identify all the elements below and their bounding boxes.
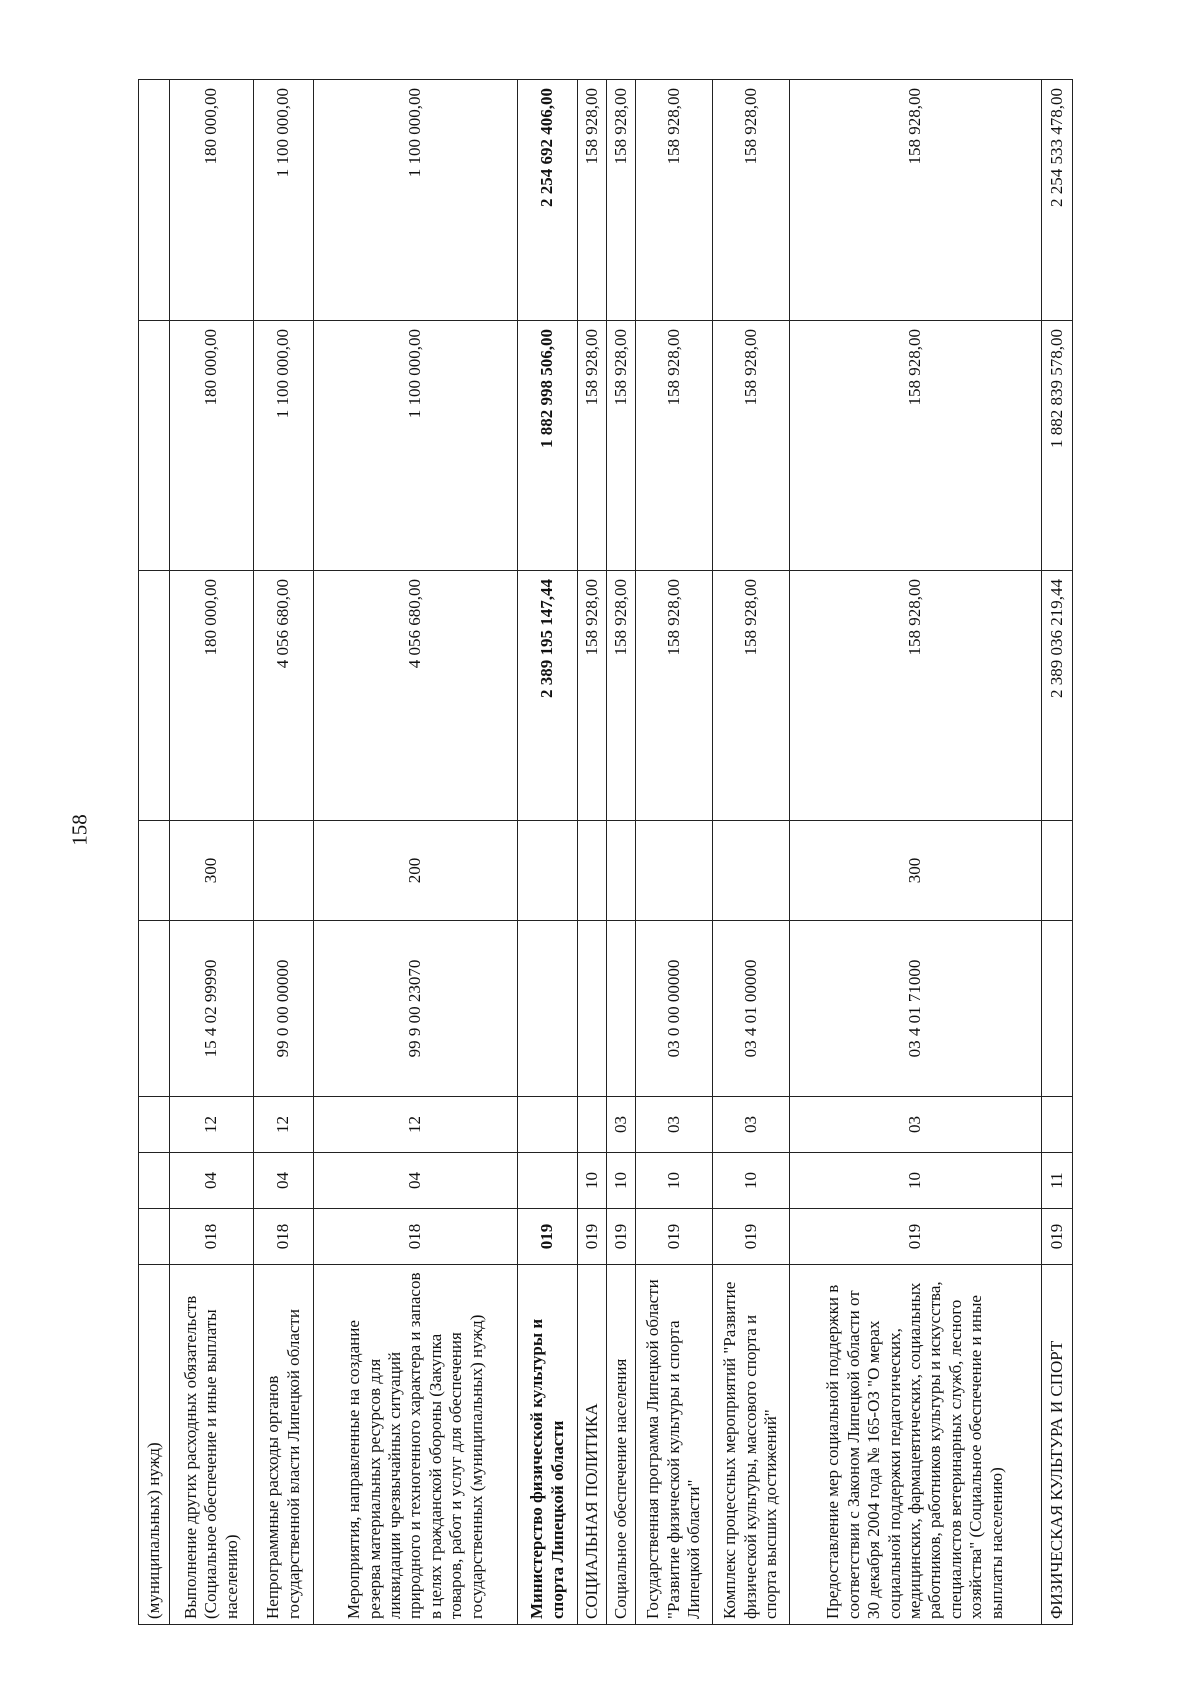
row-sum-year-1: 180 000,00 — [170, 571, 254, 821]
row-target-article: 03 0 00 00000 — [635, 921, 712, 1097]
row-sum-year-1: 158 928,00 — [578, 571, 607, 821]
row-subsection — [1041, 1097, 1072, 1153]
table-row — [789, 80, 1041, 1625]
row-ved-code: 019 — [578, 1209, 607, 1265]
row-name: Государственная программа Липецкой области "Развитие физической культуры и спорта Липецкой области" — [635, 1265, 712, 1625]
row-ved-code: 019 — [789, 1209, 1041, 1265]
row-subsection — [578, 1097, 607, 1153]
row-name: Выполнение других расходных обязательств (Социальное обеспечение и иные выплаты населению) — [170, 1265, 254, 1625]
row-subsection: 03 — [712, 1097, 789, 1153]
row-target-article — [578, 921, 607, 1097]
row-target-article: 15 4 02 99990 — [170, 921, 254, 1097]
table-row — [1041, 80, 1072, 1625]
row-subsection: 12 — [314, 1097, 518, 1153]
row-sum-year-1: 158 928,00 — [635, 571, 712, 821]
row-sum-year-3: 2 254 533 478,00 — [1041, 80, 1072, 321]
row-expense-type — [606, 821, 635, 921]
row-ved-code: 018 — [254, 1209, 314, 1265]
row-sum-year-2: 158 928,00 — [789, 321, 1041, 571]
table-row — [518, 80, 578, 1625]
row-sum-year-2: 158 928,00 — [712, 321, 789, 571]
row-sum-year-2: 158 928,00 — [635, 321, 712, 571]
row-name: Мероприятия, направленные на создание резерва материальных ресурсов для ликвидации чрезвычайных ситуаций природного и техногенного характера и запасов в целях гражданской обороны (Закупка товаров, работ и услуг для обеспечения государственных (муниципальных) нужд) — [314, 1265, 518, 1625]
row-subsection: 12 — [254, 1097, 314, 1153]
row-name: Министерство физической культуры и спорта Липецкой области — [518, 1265, 578, 1625]
row-expense-type — [1041, 821, 1072, 921]
row-expense-type — [518, 821, 578, 921]
page-number: 158 — [67, 814, 92, 846]
row-sum-year-1 — [139, 571, 170, 821]
row-target-article — [606, 921, 635, 1097]
row-sum-year-3: 158 928,00 — [578, 80, 607, 321]
row-section: 04 — [254, 1153, 314, 1209]
table-row — [635, 80, 712, 1625]
row-sum-year-3: 2 254 692 406,00 — [518, 80, 578, 321]
table-row — [578, 80, 607, 1625]
row-sum-year-3: 158 928,00 — [635, 80, 712, 321]
row-target-article — [518, 921, 578, 1097]
row-sum-year-2: 1 882 998 506,00 — [518, 321, 578, 571]
row-ved-code: 019 — [712, 1209, 789, 1265]
row-ved-code: 019 — [635, 1209, 712, 1265]
row-expense-type — [254, 821, 314, 921]
row-name: Непрограммные расходы органов государственной власти Липецкой области — [254, 1265, 314, 1625]
row-expense-type — [712, 821, 789, 921]
row-sum-year-2: 180 000,00 — [170, 321, 254, 571]
row-sum-year-3: 158 928,00 — [789, 80, 1041, 321]
row-subsection: 03 — [789, 1097, 1041, 1153]
row-name: СОЦИАЛЬНАЯ ПОЛИТИКА — [578, 1265, 607, 1625]
row-subsection: 03 — [606, 1097, 635, 1153]
row-subsection: 03 — [635, 1097, 712, 1153]
row-target-article: 03 4 01 71000 — [789, 921, 1041, 1097]
table-row — [606, 80, 635, 1625]
row-expense-type — [578, 821, 607, 921]
row-sum-year-1: 2 389 036 219,44 — [1041, 571, 1072, 821]
row-sum-year-3: 180 000,00 — [170, 80, 254, 321]
row-section: 04 — [170, 1153, 254, 1209]
row-section — [139, 1153, 170, 1209]
row-sum-year-2: 158 928,00 — [606, 321, 635, 571]
row-section: 11 — [1041, 1153, 1072, 1209]
row-name: ФИЗИЧЕСКАЯ КУЛЬТУРА И СПОРТ — [1041, 1265, 1072, 1625]
budget-table — [138, 79, 1073, 1625]
row-expense-type: 300 — [170, 821, 254, 921]
row-subsection — [518, 1097, 578, 1153]
row-sum-year-2: 158 928,00 — [578, 321, 607, 571]
row-section: 10 — [789, 1153, 1041, 1209]
row-sum-year-1: 4 056 680,00 — [314, 571, 518, 821]
table-row — [170, 80, 254, 1625]
row-sum-year-3 — [139, 80, 170, 321]
row-sum-year-3: 158 928,00 — [606, 80, 635, 321]
row-sum-year-2: 1 100 000,00 — [254, 321, 314, 571]
row-section — [518, 1153, 578, 1209]
row-name: Предоставление мер социальной поддержки в соответствии с Законом Липецкой области от 30 декабря 2004 года № 165-ОЗ "О мерах социальной поддержки педагогических, медицинских, фармацевтических, социальных работников, работников культуры и искусства, специалистов ветеринарных служб, лесного хозяйства" (Социальное обеспечение и иные выплаты населению) — [789, 1265, 1041, 1625]
row-name: (муниципальных) нужд) — [139, 1265, 170, 1625]
table-row — [254, 80, 314, 1625]
row-sum-year-1: 158 928,00 — [712, 571, 789, 821]
row-expense-type: 300 — [789, 821, 1041, 921]
row-sum-year-3: 1 100 000,00 — [254, 80, 314, 321]
row-ved-code: 019 — [518, 1209, 578, 1265]
row-expense-type: 200 — [314, 821, 518, 921]
row-subsection — [139, 1097, 170, 1153]
row-ved-code: 019 — [606, 1209, 635, 1265]
row-target-article — [139, 921, 170, 1097]
row-sum-year-1: 158 928,00 — [789, 571, 1041, 821]
row-sum-year-2: 1 100 000,00 — [314, 321, 518, 571]
row-sum-year-3: 1 100 000,00 — [314, 80, 518, 321]
row-sum-year-3: 158 928,00 — [712, 80, 789, 321]
table-row — [712, 80, 789, 1625]
row-sum-year-2 — [139, 321, 170, 571]
row-section: 10 — [606, 1153, 635, 1209]
row-sum-year-1: 4 056 680,00 — [254, 571, 314, 821]
row-subsection: 12 — [170, 1097, 254, 1153]
row-target-article: 99 9 00 23070 — [314, 921, 518, 1097]
row-target-article: 03 4 01 00000 — [712, 921, 789, 1097]
budget-table-rotated — [138, 80, 1073, 1625]
row-ved-code — [139, 1209, 170, 1265]
row-name: Социальное обеспечение населения — [606, 1265, 635, 1625]
row-section: 04 — [314, 1153, 518, 1209]
row-expense-type — [139, 821, 170, 921]
table-row — [139, 80, 170, 1625]
row-target-article — [1041, 921, 1072, 1097]
row-target-article: 99 0 00 00000 — [254, 921, 314, 1097]
row-name: Комплекс процессных мероприятий "Развитие физической культуры, массового спорта и спорта высших достижений" — [712, 1265, 789, 1625]
row-ved-code: 019 — [1041, 1209, 1072, 1265]
row-sum-year-2: 1 882 839 578,00 — [1041, 321, 1072, 571]
row-section: 10 — [635, 1153, 712, 1209]
row-sum-year-1: 2 389 195 147,44 — [518, 571, 578, 821]
row-ved-code: 018 — [170, 1209, 254, 1265]
row-expense-type — [635, 821, 712, 921]
row-ved-code: 018 — [314, 1209, 518, 1265]
row-section: 10 — [712, 1153, 789, 1209]
table-row — [314, 80, 518, 1625]
row-section: 10 — [578, 1153, 607, 1209]
row-sum-year-1: 158 928,00 — [606, 571, 635, 821]
